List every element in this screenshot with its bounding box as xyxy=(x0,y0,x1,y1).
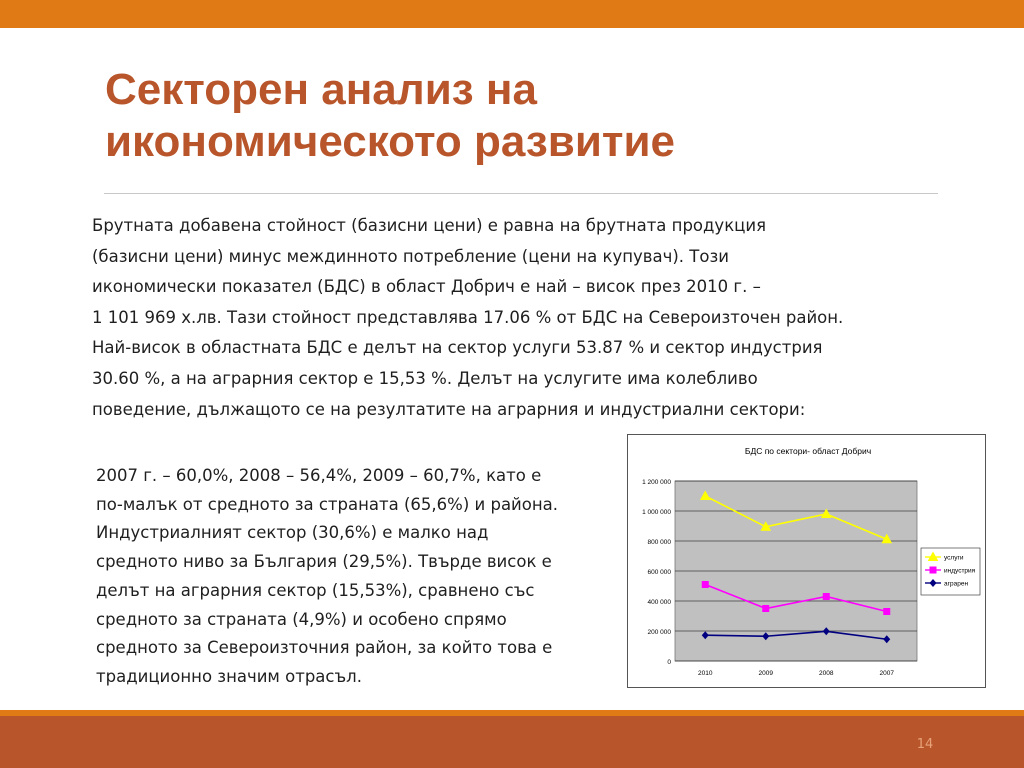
side-paragraph xyxy=(96,462,616,692)
paragraph-line: поведение, дължащото се на резултатите на аграрния и индустриални сектори: xyxy=(92,399,806,419)
side-paragraph-line: традиционно значим отрасъл. xyxy=(96,666,362,686)
y-tick-label: 600 000 xyxy=(647,569,671,576)
side-paragraph-line: 2007 г. – 60,0%, 2008 – 56,4%, 2009 – 60,7%, като е xyxy=(96,466,542,485)
side-paragraph-line: средното ниво за България (29,5%). Твърде висок е xyxy=(96,552,552,572)
page-number: 14 xyxy=(916,737,934,752)
main-paragraph xyxy=(92,211,952,425)
title-line: Секторен анализ на xyxy=(105,65,537,114)
x-tick-label: 2010 xyxy=(698,670,713,677)
data-point-marker xyxy=(762,605,769,612)
x-tick-label: 2009 xyxy=(758,670,773,677)
legend-label: аграрен xyxy=(944,580,969,588)
y-tick-label: 800 000 xyxy=(647,539,671,546)
x-axis-ticks xyxy=(698,670,894,677)
legend-label: индустрия xyxy=(944,567,976,575)
paragraph-line: Брутната добавена стойност (базисни цени) е равна на брутната продукция xyxy=(92,216,767,235)
paragraph-line: Най-висок в областната БДС е делът на сектор услуги 53.87 % и сектор индустрия xyxy=(92,338,823,358)
y-tick-label: 1 200 000 xyxy=(642,479,671,486)
side-paragraph-line: делът на аграрния сектор (15,53%), сравнено със xyxy=(96,580,535,600)
chart-legend xyxy=(921,548,980,595)
y-tick-label: 0 xyxy=(667,659,671,666)
side-paragraph-line: по-малък от средното за страната (65,6%) и района. xyxy=(96,494,559,514)
legend-label: услуги xyxy=(944,554,964,562)
paragraph-line: 1 101 969 х.лв. Тази стойност представлява 17.06 % от БДС на Североизточен район. xyxy=(92,307,844,327)
top-accent-band xyxy=(0,0,1024,28)
chart-title: БДС по сектори- област Добрич xyxy=(744,446,872,456)
title-divider xyxy=(104,193,938,194)
title-line: икономическото развитие xyxy=(105,117,675,166)
x-tick-label: 2007 xyxy=(879,670,894,677)
x-tick-label: 2008 xyxy=(819,670,834,677)
paragraph-line: икономически показател (БДС) в област Добрич е най – висок през 2010 г. – xyxy=(92,277,761,297)
paragraph-line: (базисни цени) минус междинното потребление (цени на купувач). Този xyxy=(92,246,729,266)
side-paragraph-line: средното за Североизточния район, за който това е xyxy=(96,638,553,658)
data-point-marker xyxy=(883,608,890,615)
gva-chart xyxy=(627,434,986,688)
chart-canvas xyxy=(628,435,987,689)
data-point-marker xyxy=(930,567,937,574)
paragraph-line: 30.60 %, а на аграрния сектор е 15,53 %. Делът на услугите има колебливо xyxy=(92,368,758,388)
bottom-accent-band xyxy=(0,716,1024,768)
side-paragraph-line: Индустриалният сектор (30,6%) е малко над xyxy=(96,523,489,543)
slide-title xyxy=(105,64,925,168)
data-point-marker xyxy=(702,581,709,588)
side-paragraph-line: средното за страната (4,9%) и особено спрямо xyxy=(96,609,507,629)
y-tick-label: 1 000 000 xyxy=(642,509,671,516)
data-point-marker xyxy=(823,593,830,600)
y-axis-ticks xyxy=(642,479,671,666)
y-tick-label: 400 000 xyxy=(647,599,671,606)
y-tick-label: 200 000 xyxy=(647,629,671,636)
